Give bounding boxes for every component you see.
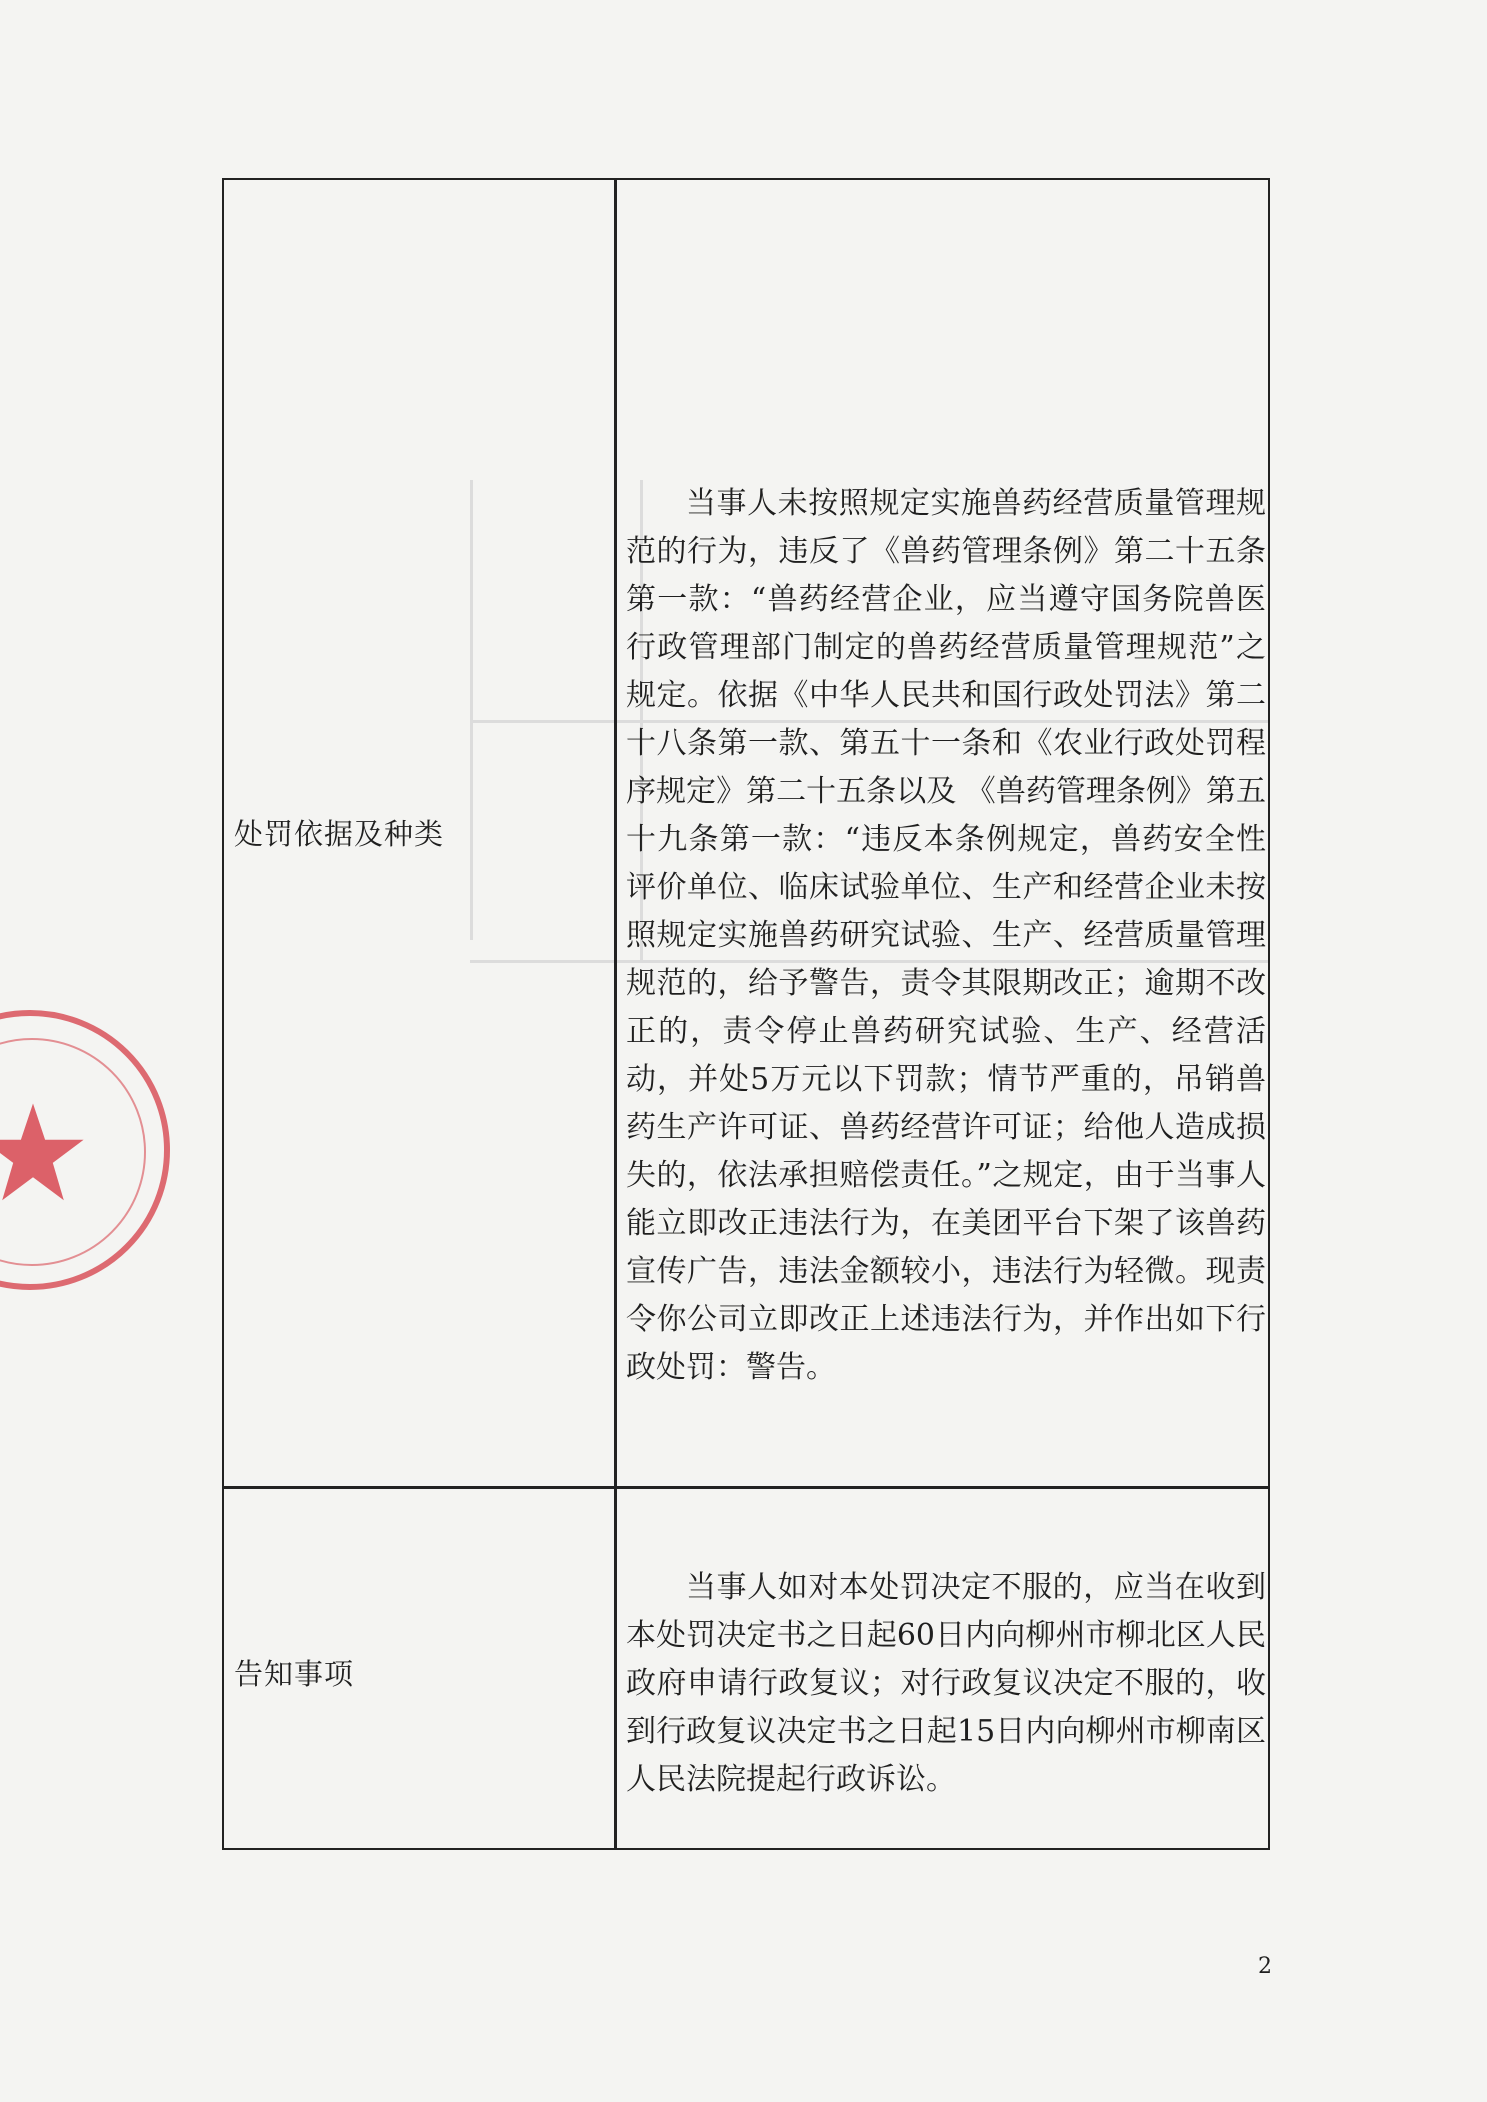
column-divider (614, 180, 617, 1848)
penalty-table (222, 178, 1270, 1850)
penalty-basis-content: 当事人未按照规定实施兽药经营质量管理规范的行为，违反了《兽药管理条例》第二十五条第一款：“兽药经营企业，应当遵守国务院兽医行政管理部门制定的兽药经营质量管理规范”之规定。依据《中华人民共和国行政处罚法》第二十八条第一款、第五十一条和《农业行政处罚程序规定》第二十五条以及 《兽药管理条例》第五十九条第一款：“违反本条例规定，兽药安全性评价单位、临床试验单位、生产和经营企业未按照规定实施兽药研究试验、生产、经营质量管理规范的，给予警告，责令其限期改正；逾期不改正的，责令停止兽药研究试验、生产、经营活动，并处5万元以下罚款；情节严重的，吊销兽药生产许可证、兽药经营许可证；给他人造成损失的，依法承担赔偿责任。”之规定，由于当事人能立即改正违法行为，在美团平台下架了该兽药宣传广告，违法金额较小，违法行为轻微。现责令你公司立即改正上述违法行为，并作出如下行政处罚：警告。 (626, 486, 1266, 1385)
star-icon (0, 1098, 88, 1208)
notice-content: 当事人如对本处罚决定不服的，应当在收到本处罚决定书之日起60日内向柳州市柳北区人民政府申请行政复议；对行政复议决定不服的，收到行政复议决定书之日起15日内向柳州市柳南区人民法院提起行政诉讼。 (626, 1570, 1266, 1797)
penalty-basis-label: 处罚依据及种类 (234, 817, 445, 851)
row-divider (224, 1486, 1268, 1489)
official-seal (0, 1010, 170, 1290)
page-number: 2 (1258, 1954, 1272, 1979)
notice-label: 告知事项 (234, 1657, 355, 1691)
